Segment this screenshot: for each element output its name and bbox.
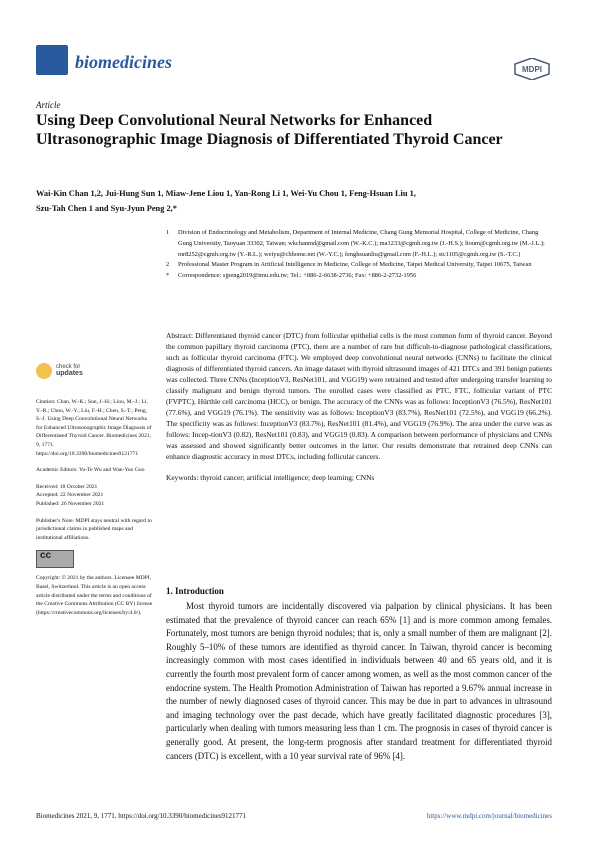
journal-url-link[interactable]: https://www.mdpi.com/journal/biomedicines <box>426 812 552 820</box>
authors-line-2: Szu-Tah Chen 1 and Syu-Jyun Peng 2,* <box>36 204 177 213</box>
academic-editors: Academic Editors: Yu-Te Wu and Wan-Yuo Guo <box>36 467 145 474</box>
journal-logo-icon <box>36 45 68 75</box>
paper-title: Using Deep Convolutional Neural Networks for Enhanced Ultrasonographic Image Diagnosis of Differentiated Thyroid Cancer <box>36 112 503 148</box>
dates <box>36 483 154 509</box>
accepted-date: Accepted: 22 November 2021 <box>36 492 104 499</box>
affiliation-2: 2 Professional Master Program in Artificial Intelligence in Medicine, College of Medicine, Taipei Medical University, Taipei 10675, Taiwan <box>166 261 532 269</box>
intro-paragraph: Most thyroid tumors are incidentally discovered via palpation by clinical physicians. It has been estimated that the prevalence of thyroid cancer can reach 65% [1] and is more common among females. Fortunately, most tumors are benign thyroid nodules; that is, only a small number of them are malignant [2]. Roughly 5–10% of these tumors are identified as thyroid cancer. In Taiwan, thyroid cancer is becoming increasingly common with most cases identified in individuals between 40 and 65 years old, and it is currently the fourth most prevalent form of cancer among women, as well as the most common cancer of the endocrine system. The Health Promotion Administration of Taiwan has reported a 9.67% annual increase in the number of newly diagnosed cases of thyroid cancer. This may be due in part to advances in ultrasound and imaging technology over the past decade, which have greatly facilitated diagnostic procedures [3], particularly when dealing with tumors measuring less than 1 cm. The prognosis in cases of thyroid cancer is generally good. At present, the long-term prognosis after standard treatment for differentiated thyroid cancers (DTC) is excellent, with a 10 year survival rate of 96% [4]. <box>166 601 552 761</box>
authors-line-1: Wai-Kin Chan 1,2, Jui-Hung Sun 1, Miaw-Jene Liou 1, Yan-Rong Li 1, Wei-Yu Chou 1, Feng-Hsuan Liu 1, <box>36 189 416 198</box>
publisher-note: Publisher's Note: MDPI stays neutral with regard to jurisdictional claims in published maps and institutional affiliations. <box>36 517 152 541</box>
affiliations <box>166 228 551 282</box>
check-for-updates-button[interactable]: check for updates <box>36 360 154 384</box>
mdpi-logo-icon <box>514 58 550 80</box>
check-updates-icon <box>36 363 52 379</box>
affiliation-1: 1 Division of Endocrinology and Metabolism, Department of Internal Medicine, Chang Gung Memorial Hospital, College of Medicine, Chang Gung University, Taoyuan 33302, Taiwan; wkchanmd@gmail.com (W.-K.C.); ma1233@cgmh.org.tw (J.-H.S.); lioum@cgmh.org.tw (M.-J.L.); mr8252@cgmh.org.tw (Y.-R.L.); weiyu@chhome.net (W.-Y.C.); fenghsuanliu@gmail.com (F.-H.L.); stc1105@cgmh.org.tw (S.-T.C.) <box>166 229 545 258</box>
article-type: Article <box>36 100 61 110</box>
introduction-body <box>166 600 552 763</box>
journal-name: biomedicines <box>75 52 172 72</box>
copyright: Copyright: © 2021 by the authors. Licensee MDPI, Basel, Switzerland. This article is an open access article distributed under the terms and conditions of the Creative Commons Attribution (CC BY) license (https://creativecommons.org/licenses/by/4.0/). <box>36 575 153 616</box>
abstract-block <box>166 330 552 483</box>
footer-citation: Biomedicines 2021, 9, 1771. https://doi.org/10.3390/biomedicines9121771 <box>36 812 247 820</box>
received-date: Received: 18 October 2021 <box>36 483 98 490</box>
published-date: Published: 26 November 2021 <box>36 500 105 507</box>
cc-license-icon[interactable]: cc <box>36 550 74 568</box>
abstract: Abstract: Differentiated thyroid cancer (DTC) from follicular epithelial cells is the most common form of thyroid cancer. Beyond the common papillary thyroid carcinoma (PTC), there are a number of rare but difficult-to-diagnose pathological classifications, such as follicular thyroid carcinoma (FTC). We employed deep convolutional neural networks (CNNs) to facilitate the clinical diagnosis of differentiated thyroid cancers. An image dataset with thyroid ultrasound images of 421 DTCs and 391 benign patients was collected. Three CNNs (InceptionV3, ResNet101, and VGG19) were retrained and tested after undergoing transfer learning to classify malignant and benign thyroid tumors. The enrolled cases were classified as PTC, FTC, follicular variant of PTC (FVPTC), Hürthle cell carcinoma (HCC), or benign. The accuracy of the CNNs was as follows: InceptionV3 (76.5%), ResNet101 (77.6%), and VGG19 (76.1%). The sensitivity was as follows: InceptionV3 (83.7%), ResNet101 (72.5%), and VGG19 (66.2%). The specificity was as follows: InceptionV3 (83.7%), ResNet101 (81.4%), and VGG19 (76.9%). The area under the curve was as follows: Incep-tionV3 (0.82), ResNet101 (0.83), and VGG19 (0.83). A comparison between performance of physicians and CNNs was assessed and showed significantly better outcomes in the latter. Our results demonstrate that retrained deep CNNs can enhance diagnostic accuracy in most DTCs, including follicular cancers. <box>166 331 552 461</box>
footer <box>36 812 552 820</box>
sidebar <box>36 360 154 625</box>
correspondence: * Correspondence: sjpeng2019@tmu.edu.tw; Tel.: +886-2-6638-2736; Fax: +886-2-2732-1956 <box>166 272 417 280</box>
keywords: Keywords: thyroid cancer; artificial intelligence; deep learning; CNNs <box>166 473 375 482</box>
publisher-name: MDPI <box>522 65 542 74</box>
section-heading: 1. Introduction <box>166 586 224 596</box>
citation: Citation: Chan, W.-K.; Sun, J.-H.; Liou, M.-J.; Li, Y.-R.; Chou, W.-Y.; Liu, F.-H.; Chen, S.-T.; Peng, S.-J. Using Deep Convolutional Neural Networks for Enhanced Ultrasonographic Image Diagnosis of Differentiated Thyroid Cancer. Biomedicines 2021, 9, 1771. https://doi.org/10.3390/biomedicines9121771 <box>36 399 152 457</box>
author-list <box>36 186 556 216</box>
